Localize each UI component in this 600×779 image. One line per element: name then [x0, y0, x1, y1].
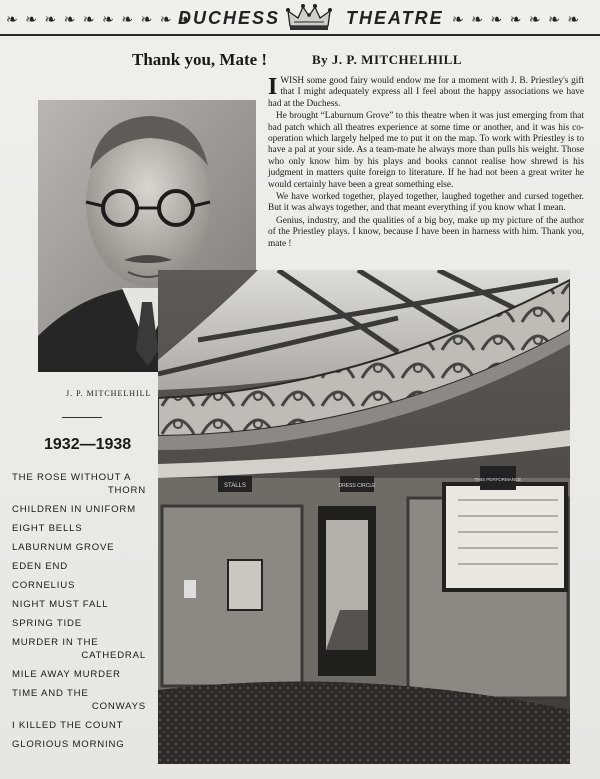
article-body: [268, 76, 584, 251]
leaf-ornament-left: ❧ ❧ ❧ ❧ ❧ ❧ ❧ ❧ ❧ ❧: [6, 13, 193, 28]
article-paragraph-3: We have worked together, played together, laughed together and cursed together. But it was always together, and that meant everything if you know what I mean.: [268, 192, 584, 214]
play-item: THE ROSE WITHOUT A THORN: [12, 472, 146, 496]
play-item: SPRING TIDE: [12, 618, 82, 629]
play-item: CORNELIUS: [12, 580, 76, 591]
play-item: CHILDREN IN UNIFORM: [12, 504, 136, 515]
sign-stalls: STALLS: [224, 483, 246, 489]
play-item: LABURNUM GROVE: [12, 542, 115, 553]
leaf-ornament-right: ❧ ❧ ❧ ❧ ❧ ❧ ❧: [452, 13, 582, 28]
productions-list: [12, 471, 146, 757]
article-title: Thank you, Mate !: [132, 50, 268, 69]
article-paragraph-2: He brought “Laburnum Grove” to this theatre when it was just emerging from that bad patch which all theatres experience at some time or another, and it was his co-operation which largely helped me to put it on the map. To work with Priestley is to have a pal at your side. As a team-mate he always more than pulls his weight. Those who only know him by his plays and books cannot realise how shrewd is his judgment in matters quite foreign to literature. If he had not been a great writer he would certainly have been a great something else.: [268, 111, 584, 190]
article-byline: By J. P. MITCHELHILL: [312, 52, 463, 67]
play-item: MILE AWAY MURDER: [12, 669, 121, 680]
play-item: MURDER IN THE CATHEDRAL: [12, 637, 146, 661]
header-theatre: THEATRE: [346, 8, 444, 28]
crown-icon: [284, 2, 334, 32]
foyer-photo: [158, 270, 570, 764]
sign-this-performance: THIS PERFORMANCE: [474, 477, 522, 482]
play-item: EDEN END: [12, 561, 68, 572]
page-header: [0, 0, 600, 36]
header-duchess: DUCHESS: [178, 8, 281, 28]
drop-cap: I: [268, 74, 278, 100]
play-item: EIGHT BELLS: [12, 523, 83, 534]
caption-divider: [62, 417, 102, 418]
years-heading: 1932—1938: [44, 436, 132, 453]
play-item: I KILLED THE COUNT: [12, 720, 124, 731]
article-paragraph-4: Genius, industry, and the qualities of a big boy, make up my picture of the author of the Priestley plays. I know, because I have been in harness with him. Thank you, mate !: [268, 215, 584, 249]
portrait-caption: J. P. MITCHELHILL: [66, 389, 152, 398]
play-item: TIME AND THE CONWAYS: [12, 688, 146, 712]
article-paragraph-1: IWISH some good fairy would endow me for a moment with J. B. Priestley's gift that I might adequately express all I feel about the happy associations we have had at the Duchess.: [268, 74, 584, 109]
play-item: GLORIOUS MORNING: [12, 739, 125, 750]
sign-dress-circle: DRESS CIRCLE: [338, 483, 376, 489]
play-item: NIGHT MUST FALL: [12, 599, 109, 610]
